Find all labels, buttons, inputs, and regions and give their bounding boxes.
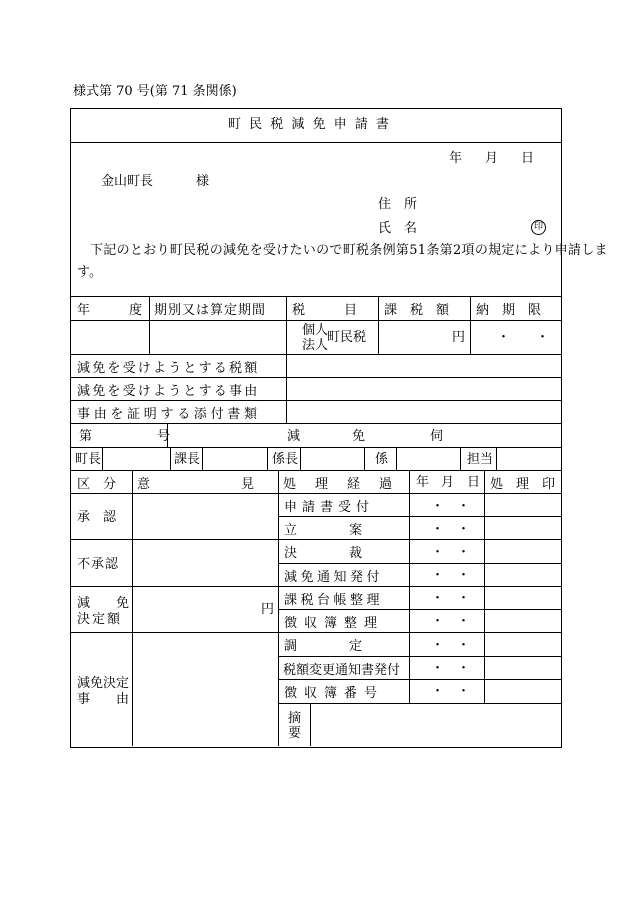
header-period: 期別又は算定期間 bbox=[154, 303, 267, 318]
step-ledger-update: 課税台帳整理 bbox=[284, 592, 384, 608]
item-town-tax: 町民税 bbox=[327, 330, 367, 345]
label-number: 第 号 bbox=[79, 429, 171, 444]
header-process-seal: 処 理 印 bbox=[490, 476, 556, 492]
category-approve: 承 認 bbox=[77, 510, 117, 525]
header-fiscal-year: 年 度 bbox=[77, 303, 143, 318]
date-dots: ・ ・ bbox=[431, 591, 471, 606]
date-dots: ・ ・ bbox=[431, 522, 471, 537]
step-tax-change-notice: 税額変更通知書発付 bbox=[283, 662, 401, 678]
category-reason-1: 減免決定 bbox=[77, 676, 130, 691]
header-category: 区 分 bbox=[77, 476, 117, 492]
date-dots: ・ ・ bbox=[431, 568, 471, 583]
item-individual: 個人 bbox=[302, 323, 329, 338]
step-application-received: 申請書受付 bbox=[284, 499, 375, 515]
request-text-line-2: す。 bbox=[77, 265, 102, 280]
date-dots: ・ ・ bbox=[431, 684, 471, 699]
header-opinion: 意 見 bbox=[137, 476, 255, 492]
date-dots: ・ ・ bbox=[431, 499, 471, 514]
date-dots: ・ ・ bbox=[431, 661, 471, 676]
label-staff: 係 bbox=[375, 452, 389, 467]
date-day: 日 bbox=[521, 151, 535, 166]
label-reduce-amount: 減免を受けようとする税額 bbox=[77, 360, 260, 376]
category-amount-yen: 円 bbox=[261, 602, 275, 617]
address-label: 住 所 bbox=[378, 197, 418, 212]
addressee-honorific: 様 bbox=[196, 174, 210, 189]
label-inquiry: 伺 bbox=[430, 429, 444, 444]
header-tax-item: 税 目 bbox=[292, 303, 358, 318]
step-drafting: 立 案 bbox=[284, 522, 363, 538]
summary-label-1: 摘 bbox=[288, 711, 302, 726]
header-process: 処 理 経 過 bbox=[283, 476, 396, 492]
label-mayor: 町長 bbox=[75, 452, 102, 467]
addressee-name: 金山町長 bbox=[101, 174, 154, 189]
summary-label-2: 要 bbox=[288, 726, 302, 741]
date-dots: ・ ・ bbox=[431, 614, 471, 629]
item-corporate: 法人 bbox=[302, 338, 329, 353]
date-month: 月 bbox=[485, 151, 499, 166]
step-approval: 決 裁 bbox=[284, 546, 363, 561]
label-reduce-reason: 減免を受けようとする事由 bbox=[77, 383, 260, 399]
header-month: 月 bbox=[441, 475, 455, 490]
label-attachments: 事由を証明する添付書類 bbox=[77, 406, 261, 422]
date-dots: ・ ・ bbox=[431, 545, 471, 560]
date-year: 年 bbox=[449, 151, 463, 166]
header-due-date: 納 期 限 bbox=[476, 303, 542, 318]
request-text-line-1: 下記のとおり町民税の減免を受けたいので町税条例第51条第2項の規定により申請しま bbox=[90, 243, 608, 258]
form-number: 様式第 70 号(第 71 条関係) bbox=[73, 84, 237, 99]
label-in-charge: 担当 bbox=[467, 452, 494, 467]
step-collection-book-update: 徴収簿整理 bbox=[284, 615, 385, 631]
header-tax-amount: 課 税 額 bbox=[384, 303, 450, 318]
label-section-chief: 課長 bbox=[174, 452, 201, 467]
category-reject: 不承認 bbox=[77, 557, 120, 572]
due-date-dots: ・ ・ bbox=[497, 330, 550, 345]
category-amount-1: 減 免 bbox=[77, 596, 130, 611]
seal-mark: 印 bbox=[531, 220, 546, 235]
date-dots: ・ ・ bbox=[431, 638, 471, 653]
amount-yen: 円 bbox=[452, 330, 466, 345]
step-notice-issued: 減免通知発付 bbox=[284, 569, 384, 585]
label-reduce: 減 免 bbox=[287, 429, 366, 444]
header-day: 日 bbox=[467, 475, 481, 490]
category-amount-2: 決定額 bbox=[77, 612, 123, 627]
category-reason-2: 事 由 bbox=[77, 692, 130, 707]
name-label: 氏 名 bbox=[378, 221, 418, 236]
label-subsection-chief: 係長 bbox=[272, 452, 299, 467]
title-divider bbox=[71, 142, 561, 143]
header-year: 年 bbox=[416, 475, 430, 490]
form-title: 町 民 税 減 免 申 請 書 bbox=[228, 117, 391, 132]
step-collection-book-number: 徴収簿番号 bbox=[284, 686, 385, 701]
step-assessment: 調 定 bbox=[284, 639, 363, 654]
